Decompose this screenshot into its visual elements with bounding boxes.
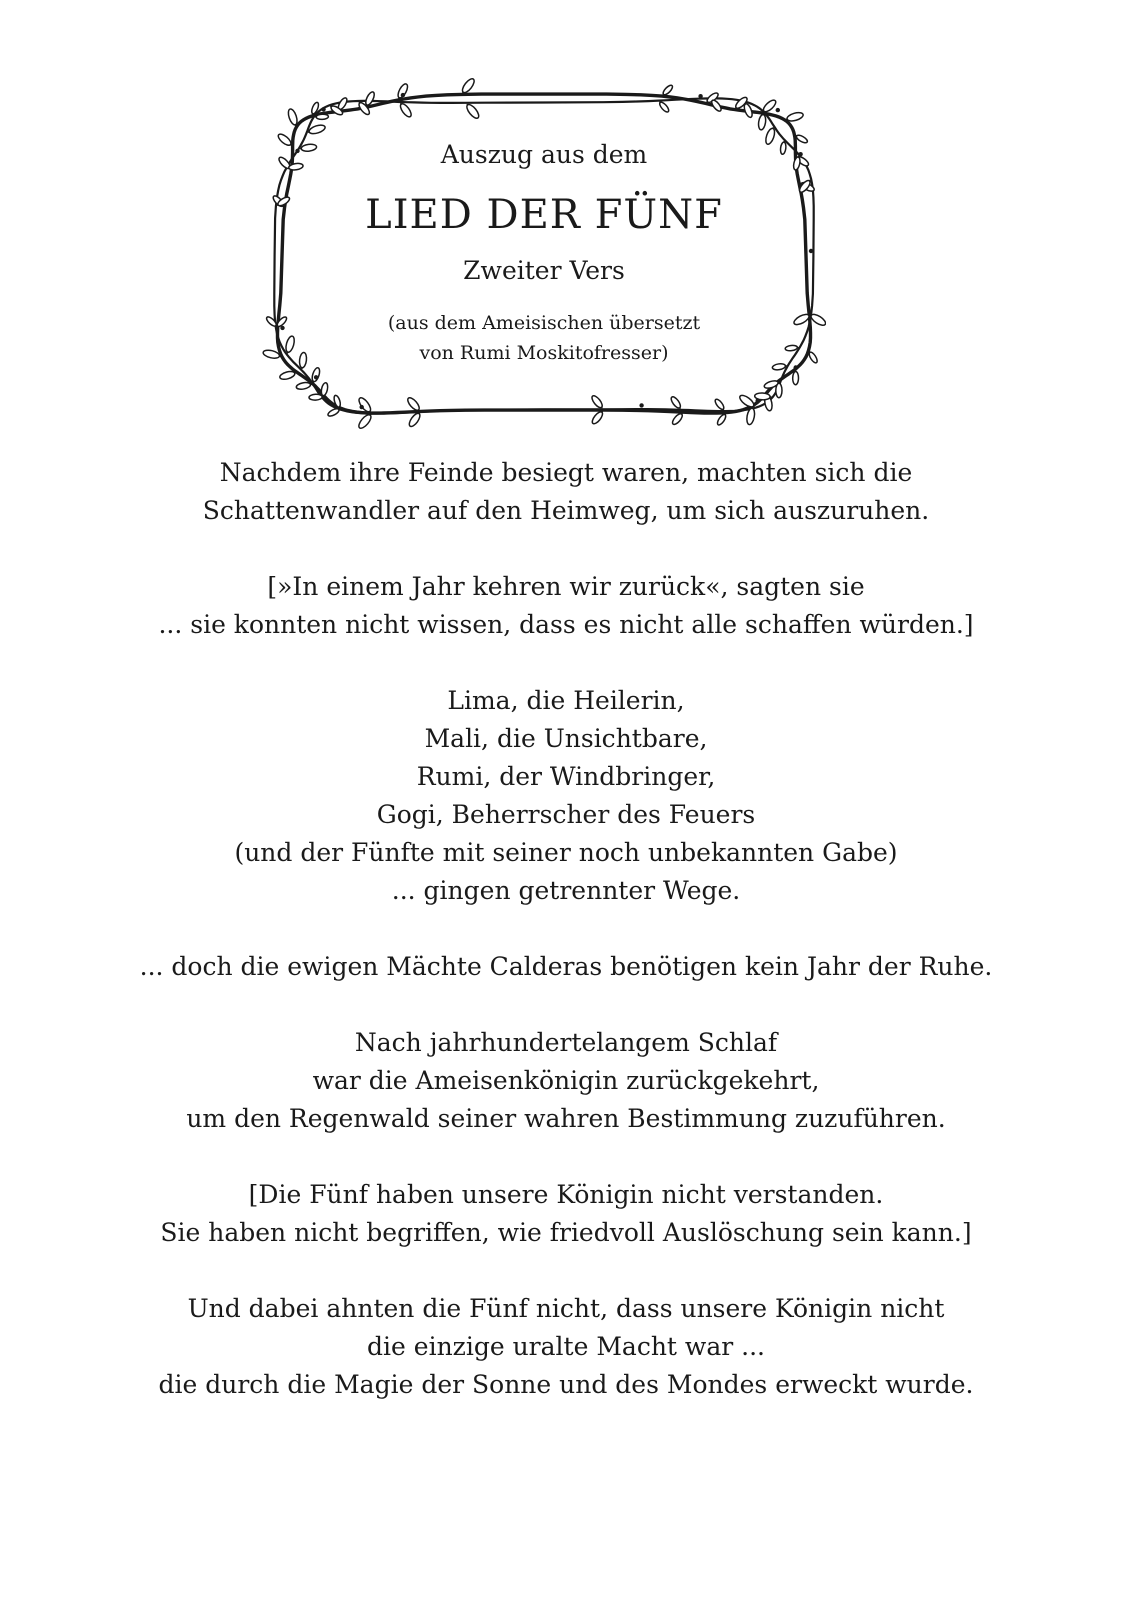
stanza-4: [120, 948, 1012, 986]
verse-line: die einzige uralte Macht war ...: [367, 1332, 765, 1361]
stanza-3: [120, 682, 1012, 910]
verse-line: Rumi, der Windbringer,: [416, 762, 716, 791]
verse-line: Und dabei ahnten die Fünf nicht, dass unsere Königin nicht: [187, 1294, 945, 1323]
verse-line: Schattenwandler auf den Heimweg, um sich auszuruhen.: [202, 496, 930, 525]
verse-line: Nachdem ihre Feinde besiegt waren, machten sich die: [219, 458, 913, 487]
stanza-1: [120, 454, 1012, 530]
stanza-6: [120, 1176, 1012, 1252]
verse-line: ... sie konnten nicht wissen, dass es nicht alle schaffen würden.]: [158, 610, 974, 639]
verse-line: Nach jahrhundertelangem Schlaf: [354, 1028, 778, 1057]
header-intro: Auszug aus dem: [440, 140, 648, 169]
page-subtitle: Zweiter Vers: [463, 256, 625, 285]
verse-line: Mali, die Unsichtbare,: [424, 724, 708, 753]
stanza-2: [120, 568, 1012, 644]
verse-line: ... doch die ewigen Mächte Calderas benötigen kein Jahr der Ruhe.: [139, 952, 993, 981]
verse-line: war die Ameisenkönigin zurückgekehrt,: [312, 1066, 820, 1095]
verse-body: [120, 454, 1012, 1442]
page-title: LIED DER FÜNF: [365, 192, 723, 238]
verse-line: Sie haben nicht begriffen, wie friedvoll Auslöschung sein kann.]: [160, 1218, 972, 1247]
verse-line: Gogi, Beherrscher des Feuers: [376, 800, 756, 829]
verse-line: Lima, die Heilerin,: [447, 686, 685, 715]
verse-line: ... gingen getrennter Wege.: [391, 876, 741, 905]
stanza-5: [120, 1024, 1012, 1138]
translation-note-line-2: von Rumi Moskitofresser): [419, 342, 669, 364]
stanza-7: [120, 1290, 1012, 1404]
translation-note-line-1: (aus dem Ameisischen übersetzt: [387, 312, 701, 334]
verse-line: um den Regenwald seiner wahren Bestimmung zuzuführen.: [186, 1104, 946, 1133]
verse-line: [Die Fünf haben unsere Königin nicht verstanden.: [248, 1180, 884, 1209]
verse-line: die durch die Magie der Sonne und des Mondes erweckt wurde.: [158, 1370, 974, 1399]
verse-line: (und der Fünfte mit seiner noch unbekannten Gabe): [234, 838, 898, 867]
verse-line: [»In einem Jahr kehren wir zurück«, sagten sie: [267, 572, 865, 601]
